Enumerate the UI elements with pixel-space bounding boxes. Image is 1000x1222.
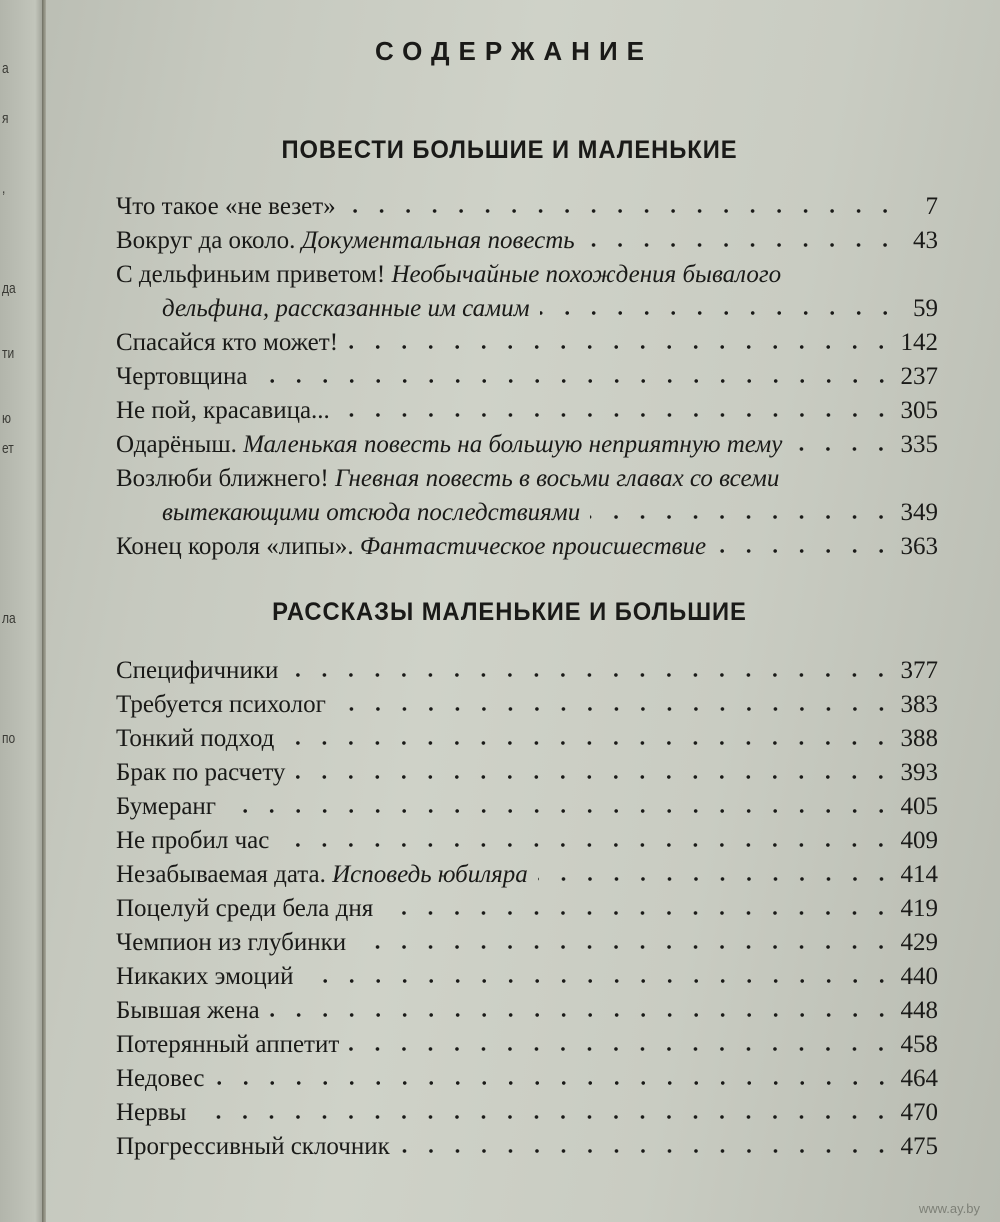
toc-entry[interactable] [116, 688, 938, 722]
page-number: 448 [900, 997, 938, 1024]
left-page-fragment: а [2, 60, 9, 77]
toc-section-rasskazy [116, 654, 938, 1164]
toc-entry[interactable] [116, 428, 938, 462]
page-number: 43 [913, 227, 938, 254]
entry-title [116, 224, 575, 258]
entry-title [116, 530, 706, 564]
dot-leader [346, 204, 898, 218]
dot-leader [792, 442, 894, 456]
entry-title: Нервы [116, 1099, 187, 1126]
left-page-fragment: , [2, 180, 6, 197]
toc-entry[interactable] [116, 394, 938, 428]
toc-entry[interactable] [116, 960, 938, 994]
entry-subtitle: Фантастическое происшествие [359, 533, 707, 560]
entry-title: Не пробил час [116, 827, 270, 854]
left-page-fragment: ет [2, 440, 14, 457]
page-number: 440 [900, 963, 938, 990]
section-title-povesti: ПОВЕСТИ БОЛЬШИЕ И МАЛЕНЬКИЕ [281, 136, 738, 164]
entry-main-title: Вокруг да около. [116, 227, 296, 254]
entry-subtitle: Необычайные похождения бывалого [391, 261, 782, 288]
left-page-fragment: ла [2, 610, 16, 627]
entry-subtitle: Маленькая повесть на большую неприятную тему [243, 431, 783, 458]
left-page-fragment: ю [2, 410, 11, 427]
dot-leader [215, 1076, 895, 1090]
dot-leader [258, 374, 895, 388]
entry-main-title: Возлюби ближнего! [116, 465, 329, 492]
page-number: 419 [900, 895, 938, 922]
entry-title: Прогрессивный склочник [116, 1133, 390, 1160]
entry-main-title: Незабываемая дата. [116, 861, 326, 888]
dot-leader [304, 974, 895, 988]
toc-entry[interactable] [116, 892, 938, 926]
entry-title: Никаких эмоций [116, 963, 294, 990]
toc-entry[interactable] [116, 926, 938, 960]
entry-title: Чемпион из глубинки [116, 929, 347, 956]
page-number: 7 [925, 193, 938, 220]
entry-main-title: Конец короля «липы». [116, 533, 354, 560]
dot-leader [400, 1144, 895, 1158]
toc-entry[interactable] [116, 190, 938, 224]
left-page-fragment: по [2, 730, 16, 747]
entry-title [116, 462, 779, 496]
page-number: 142 [900, 329, 938, 356]
page-number: 349 [900, 499, 938, 526]
dot-leader [716, 544, 894, 558]
entry-title: Потерянный аппетит [116, 1031, 340, 1058]
toc-entry[interactable] [116, 824, 938, 858]
toc-entry[interactable] [116, 530, 938, 564]
entry-subtitle: Гневная повесть в восьми главах со всеми [334, 465, 780, 492]
toc-entry[interactable] [116, 1062, 938, 1096]
dot-leader [349, 1042, 894, 1056]
dot-leader [270, 1008, 895, 1022]
dot-leader [336, 702, 895, 716]
dot-leader [288, 668, 894, 682]
toc-entry[interactable] [116, 462, 938, 496]
toc-entry[interactable] [116, 858, 938, 892]
entry-title [116, 428, 782, 462]
toc-entry[interactable] [116, 654, 938, 688]
toc-entry[interactable] [116, 722, 938, 756]
dot-leader [196, 1110, 894, 1124]
toc-entry[interactable] [116, 258, 938, 292]
entry-title [116, 258, 781, 292]
page-number: 414 [900, 861, 938, 888]
dot-leader [279, 838, 894, 852]
entry-main-title: С дельфиньим приветом! [116, 261, 386, 288]
page-number: 470 [900, 1099, 938, 1126]
dot-leader [340, 408, 895, 422]
left-page-fragment: ти [2, 345, 15, 362]
page-title: СОДЕРЖАНИЕ [375, 36, 653, 66]
dot-leader [590, 510, 894, 524]
entry-title: Бумеранг [116, 793, 217, 820]
toc-entry[interactable] [116, 1130, 938, 1164]
page-number: 405 [900, 793, 938, 820]
page-number: 464 [900, 1065, 938, 1092]
page-number: 377 [900, 657, 938, 684]
toc-entry[interactable] [116, 1096, 938, 1130]
toc-entry[interactable] [116, 756, 938, 790]
entry-title: Тонкий подход [116, 725, 275, 752]
toc-entry-continuation[interactable] [116, 496, 938, 530]
page-number: 305 [900, 397, 938, 424]
dot-leader [538, 872, 895, 886]
toc-section-povesti [116, 190, 938, 564]
page-number: 458 [900, 1031, 938, 1058]
entry-title: Требуется психолог [116, 691, 326, 718]
entry-subtitle-cont: вытекающими отсюда последствиями [162, 499, 581, 526]
left-page-fragment: да [2, 280, 16, 297]
page-number: 335 [900, 431, 938, 458]
entry-subtitle: Исповедь юбиляра [332, 861, 528, 888]
page-number: 475 [900, 1133, 938, 1160]
entry-subtitle: Документальная повесть [301, 227, 575, 254]
entry-title: Брак по расчету [116, 759, 286, 786]
entry-title: Что такое «не везет» [116, 193, 336, 220]
dot-leader [348, 340, 894, 354]
page-number: 393 [900, 759, 938, 786]
entry-main-title: Одарёныш. [116, 431, 237, 458]
dot-leader [284, 736, 894, 750]
entry-title: Поцелуй среди бела дня [116, 895, 374, 922]
dot-leader [540, 306, 898, 320]
dot-leader [226, 804, 894, 818]
entry-subtitle-cont: дельфина, рассказанные им самим [162, 295, 530, 322]
toc-entry[interactable] [116, 224, 938, 258]
left-page-fragment: я [2, 110, 9, 127]
toc-entry[interactable] [116, 790, 938, 824]
entry-title: Специфичники [116, 657, 279, 684]
toc-entry[interactable] [116, 994, 938, 1028]
page-number: 383 [900, 691, 938, 718]
section-title-rasskazy: РАССКАЗЫ МАЛЕНЬКИЕ И БОЛЬШИЕ [272, 598, 747, 626]
entry-title: Бывшая жена [116, 997, 260, 1024]
toc-entry[interactable] [116, 1028, 938, 1062]
page-number: 59 [913, 295, 938, 322]
page-number: 429 [900, 929, 938, 956]
toc-entry[interactable] [116, 326, 938, 360]
dot-leader [383, 906, 894, 920]
dot-leader [356, 940, 894, 954]
toc-entry[interactable] [116, 360, 938, 394]
watermark: www.ay.by [918, 1201, 980, 1216]
dot-leader [295, 770, 894, 784]
dot-leader [585, 238, 898, 252]
toc-entry-continuation[interactable] [116, 292, 938, 326]
entry-title: Не пой, красавица... [116, 397, 330, 424]
entry-title: Чертовщина [116, 363, 248, 390]
page-number: 388 [900, 725, 938, 752]
page-number: 363 [900, 533, 938, 560]
entry-title: Недовес [116, 1065, 205, 1092]
page-number: 237 [900, 363, 938, 390]
entry-title: Спасайся кто может! [116, 329, 339, 356]
page-number: 409 [900, 827, 938, 854]
entry-title [116, 858, 528, 892]
